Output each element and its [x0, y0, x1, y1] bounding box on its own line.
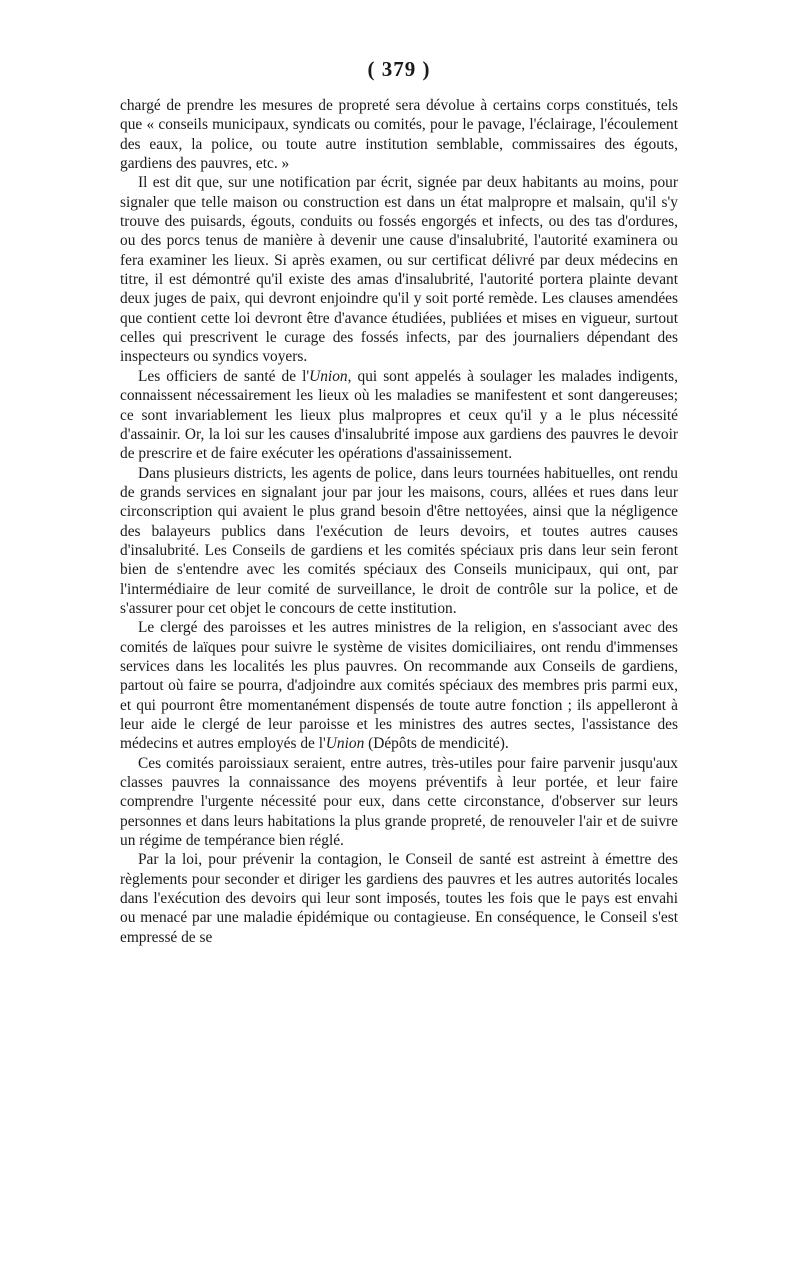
paragraph-3-emphasis: Union — [309, 367, 348, 385]
paragraph-6: Ces comités paroissiaux seraient, entre autres, très-utiles pour faire parvenir jusqu'aux classes pauvres la connaissance des moyens préventifs à leur portée, et leur faire comprendre l'urgente nécessité pour eux, dans cette circonstance, d'observer sur leurs personnes et dans leurs habitations la plus grande propreté, de renouveler l'air et de suivre un régime de tempérance bien réglé. — [120, 754, 678, 850]
paragraph-5-emphasis: Union — [325, 735, 365, 753]
paragraph-3-text-after: , qui sont appelés à soulager les malades indigents, connaissent nécessairement les lieux où les maladies se manifestent et sont dangereuses; ce sont invariablement les lieux plus malpropres et ceux qu'il y a le plus nécessité d'assainir. Or, la loi sur les causes d'insalubrité impose aux gardiens des pauvres le devoir de prescrire et de faire exécuter les opérations d'assainissement. — [120, 367, 678, 463]
body-text — [120, 96, 678, 947]
paragraph-3 — [120, 367, 678, 464]
paragraph-2: Il est dit que, sur une notification par écrit, signée par deux habitants au moins, pour signaler que telle maison ou construction est dans un état malpropre et malsain, qu'il s'y trouve des puisards, égouts, conduits ou fossés engorgés et infects, ou des tas d'ordures, ou des porcs tenus de manière à devenir une cause d'insalubrité, l'autorité examinera ou fera examiner les lieux. Si après examen, ou sur certificat délivré par deux médecins en titre, il est démontré qu'il existe des amas d'insalubrité, l'autorité portera plainte devant deux juges de paix, qui devront enjoindre qu'il y soit porté remède. Les clauses amendées que contient cette loi devront être d'avance étudiées, publiées et mises en vigueur, surtout celles qui prescrivent le curage des fossés infects, par des journaliers dépendant des inspecteurs ou syndics voyers. — [120, 174, 678, 366]
paragraph-7: Par la loi, pour prévenir la contagion, le Conseil de santé est astreint à émettre des règlements pour seconder et diriger les gardiens des pauvres et les autres autorités locales dans l'exécution des devoirs qui leur sont imposés, toutes les fois que le pays est envahi ou menacé par une maladie épidémique ou contagieuse. En conséquence, le Conseil s'est empressé de se — [120, 851, 678, 946]
paragraph-1: chargé de prendre les mesures de propreté sera dévolue à certains corps constitués, tels que « conseils municipaux, syndicats ou comités, pour le pavage, l'éclairage, l'écoulement des eaux, la police, ou toute autre institution semblable, commissaires des égouts, gardiens des pauvres, etc. » — [120, 97, 678, 173]
book-page — [120, 56, 678, 947]
paragraph-5-text-before: Le clergé des paroisses et les autres ministres de la religion, en s'associant avec des comités de laïques pour suivre le système de visites domiciliaires, ont rendu d'immenses services dans les localités les plus pauvres. On recommande aux Conseils de gardiens, partout où faire se pourra, d'adjoindre aux comités spéciaux des membres pris parmi eux, et qui pourront être momentanément dispensés de toute autre fonction ; ils appelleront à leur aide le clergé de leur paroisse et les ministres des autres sectes, l'assistance des médecins et autres employés de l' — [120, 619, 678, 753]
page-number: ( 379 ) — [367, 57, 431, 81]
paragraph-5-text-after: (Dépôts de mendicité). — [364, 735, 509, 753]
paragraph-5 — [120, 618, 678, 753]
paragraph-3-text-before: Les officiers de santé de l' — [138, 367, 310, 385]
paragraph-4: Dans plusieurs districts, les agents de police, dans leurs tournées habituelles, ont rendu de grands services en signalant jour par jour les maisons, cours, allées et rues dans leur circonscription qui avaient le plus grand besoin d'être nettoyées, ainsi que la négligence des balayeurs publics dans l'exécution de leurs devoirs, et toutes autres causes d'insalubrité. Les Conseils de gardiens et les comités spéciaux pris dans leur sein feront bien de s'entendre avec les comités spéciaux des Conseils municipaux, qui ont, par l'intermédiaire de leur comité de surveillance, le droit de contrôle sur la police, et de s'assurer pour cet objet le concours de cette institution. — [120, 464, 678, 617]
